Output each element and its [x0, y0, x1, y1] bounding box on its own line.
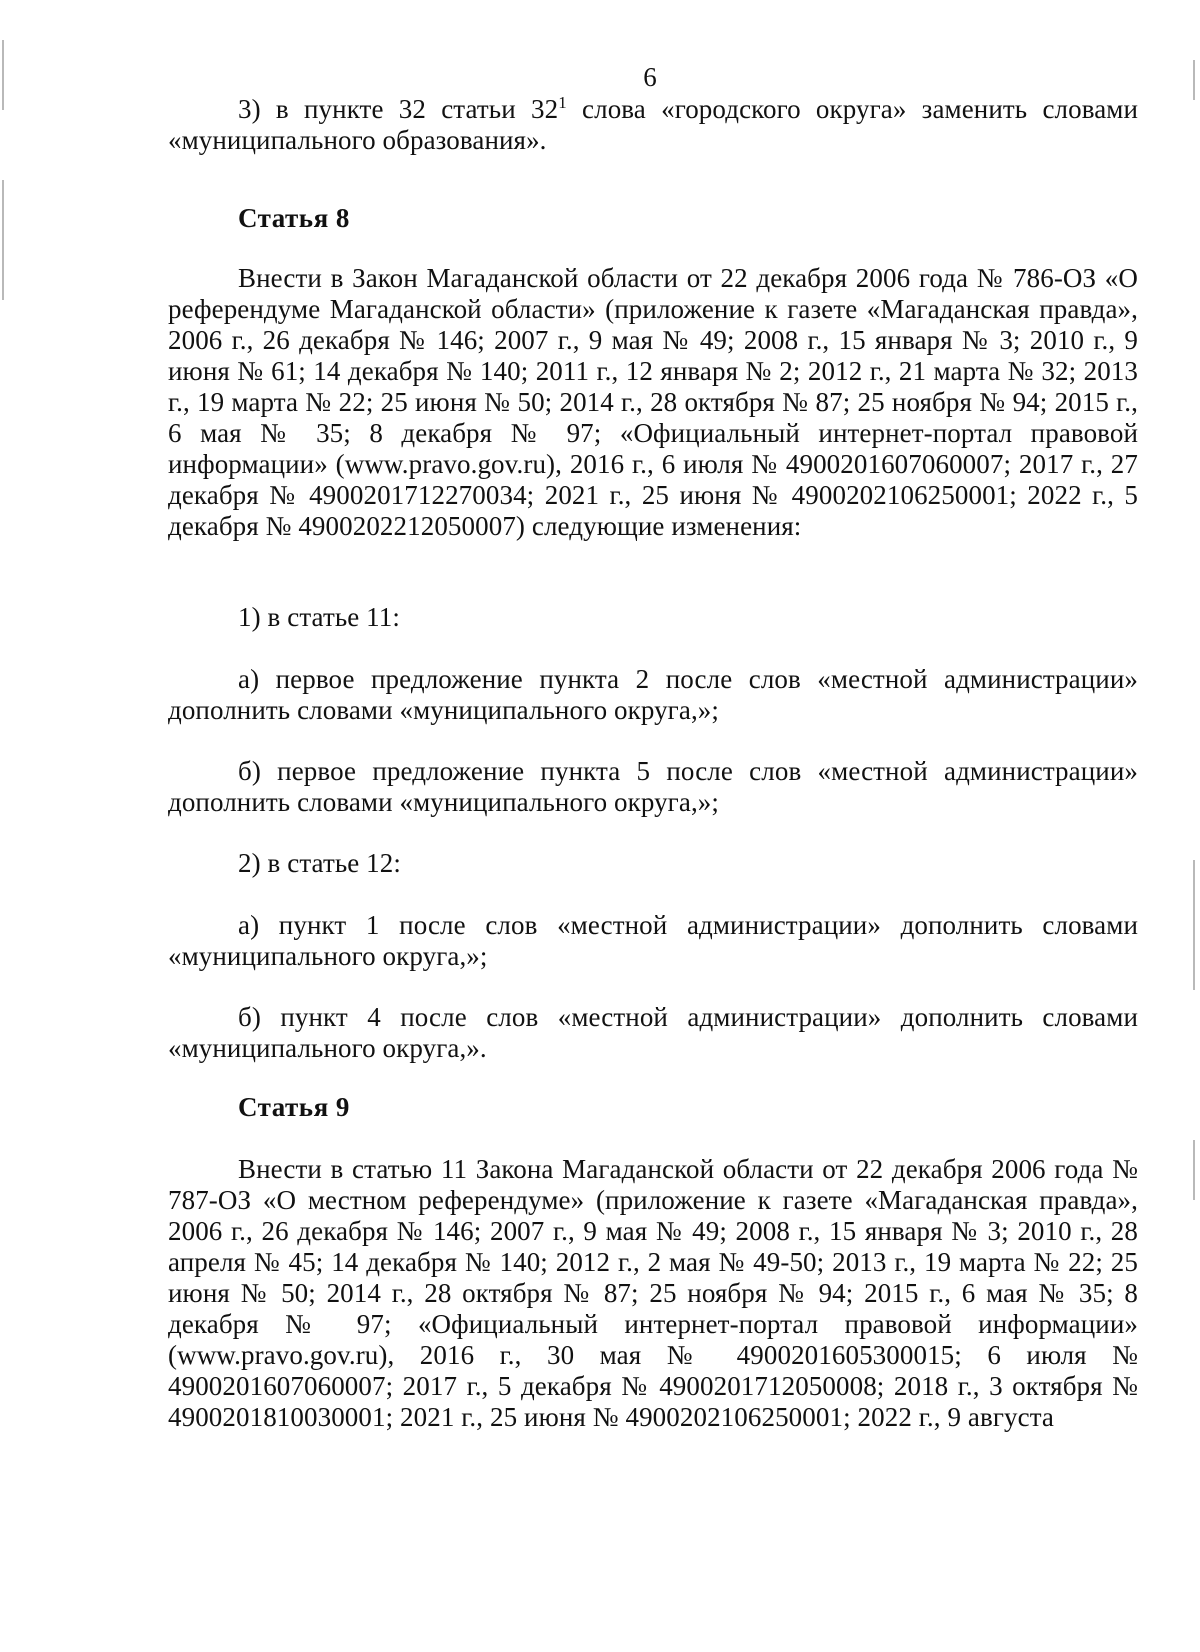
scan-edge-mark [2, 180, 4, 300]
article-8-intro: Внести в Закон Магаданской области от 22 декабря 2006 года № 786-ОЗ «О референдуме Магаданской области» (приложение к газете «Магаданская правда», 2006 г., 26 декабря № 146; 2007 г., 9 мая № 49; 2008 г., 15 января № 3; 2010 г., 9 июня № 61; 14 декабря № 140; 2011 г., 12 января № 2; 2012 г., 21 марта № 32; 2013 г., 19 марта № 22; 25 июня № 50; 2014 г., 28 октября № 87; 25 ноября № 94; 2015 г., 6 мая № 35; 8 декабря № 97; «Официальный интернет-портал правовой информации» (www.pravo.gov.ru), 2016 г., 6 июля № 4900201607060007; 2017 г., 27 декабря № 4900201712270034; 2021 г., 25 июня № 4900202106250001; 2022 г., 5 декабря № 4900202212050007) следующие изменения: [168, 263, 1138, 541]
article-8-item-2a: а) пункт 1 после слов «местной администрации» дополнить словами «муниципального округа,»; [168, 910, 1138, 971]
paragraph-item-3 [168, 94, 1138, 156]
article-8-heading: Статья 8 [238, 203, 350, 233]
article-9-heading: Статья 9 [238, 1092, 350, 1122]
paragraph-item-3-start: 3) в пункте 32 статьи 32 [238, 94, 559, 124]
scan-edge-mark [1193, 860, 1195, 990]
article-8-item-2b: б) пункт 4 после слов «местной администрации» дополнить словами «муниципального округа,». [168, 1002, 1138, 1063]
article-8-item-1: 1) в статье 11: [238, 602, 400, 632]
article-9-intro: Внести в статью 11 Закона Магаданской области от 22 декабря 2006 года № 787-ОЗ «О местном референдуме» (приложение к газете «Магаданская правда», 2006 г., 26 декабря № 146; 2007 г., 9 мая № 49; 2008 г., 15 января № 3; 2010 г., 28 апреля № 45; 14 декабря № 140; 2012 г., 2 мая № 49-50; 2013 г., 19 марта № 22; 25 июня № 50; 2014 г., 28 октября № 87; 25 ноября № 94; 2015 г., 6 мая № 35; 8 декабря № 97; «Официальный интернет-портал правовой информации» (www.pravo.gov.ru), 2016 г., 30 мая № 4900201605300015; 6 июля № 4900201607060007; 2017 г., 5 декабря № 4900201712050008; 2018 г., 3 октября № 4900201810030001; 2021 г., 25 июня № 4900202106250001; 2022 г., 9 августа [168, 1154, 1138, 1432]
paragraph-item-3-end: слова «городского округа» заменить словами «муниципального образования». [168, 94, 1139, 155]
article-8-item-2: 2) в статье 12: [238, 848, 401, 878]
scan-edge-mark [1193, 1140, 1195, 1200]
page-number: 6 [643, 62, 657, 92]
superscript-index: 1 [558, 93, 567, 112]
article-8-item-1a: а) первое предложение пункта 2 после слов «местной администрации» дополнить словами «муниципального округа,»; [168, 664, 1138, 725]
article-8-item-1b: б) первое предложение пункта 5 после слов «местной администрации» дополнить словами «муниципального округа,»; [168, 756, 1138, 817]
